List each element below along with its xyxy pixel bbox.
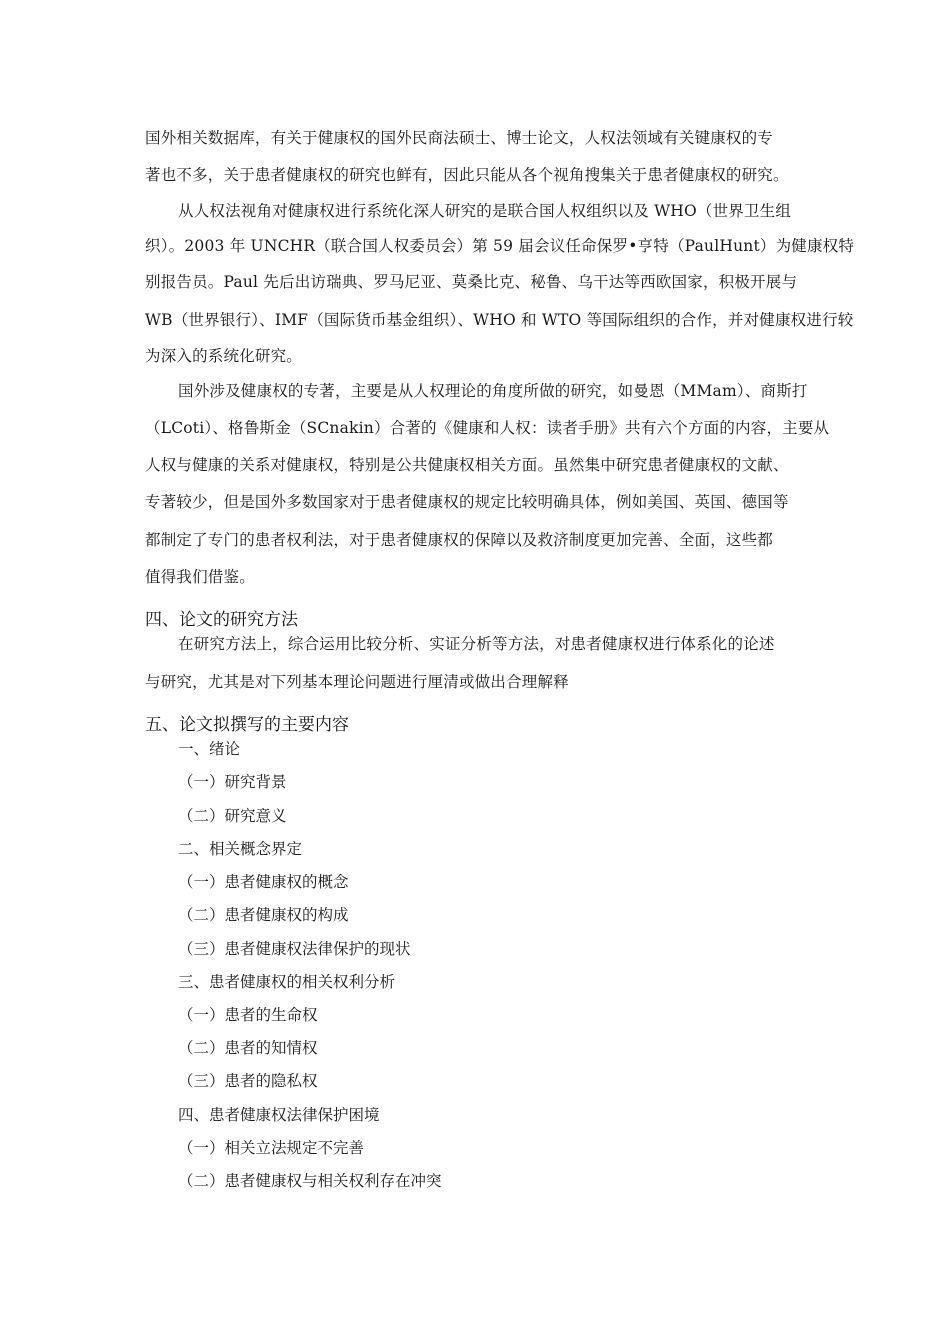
- outline-item: （一）患者健康权的概念: [178, 873, 349, 891]
- outline-item: （一）相关立法规定不完善: [178, 1139, 365, 1157]
- outline-item: （一）患者的生命权: [178, 1006, 318, 1024]
- outline-item: （三）患者健康权法律保护的现状: [178, 940, 411, 958]
- section-heading-contents: 五、论文拟撰写的主要内容: [145, 715, 349, 735]
- paragraph-line: 别报告员。Paul 先后出访瑞典、罗马尼亚、莫桑比克、秘鲁、乌干达等西欧国家，积极开展与: [145, 273, 798, 291]
- paragraph-line: 都制定了专门的患者权利法，对于患者健康权的保障以及救济制度更加完善、全面，这些都: [145, 531, 774, 549]
- outline-item: （二）患者的知情权: [178, 1039, 318, 1057]
- outline-item: 四、患者健康权法律保护困境: [178, 1106, 380, 1124]
- outline-item: 一、绪论: [178, 740, 241, 758]
- outline-item: （一）研究背景: [178, 773, 287, 791]
- outline-item: 二、相关概念界定: [178, 840, 303, 858]
- paragraph-line: 著也不多，关于患者健康权的研究也鲜有，因此只能从各个视角搜集关于患者健康权的研究。: [145, 166, 789, 184]
- paragraph-line: 在研究方法上，综合运用比较分析、实证分析等方法，对患者健康权进行体系化的论述: [178, 635, 775, 653]
- paragraph-line: 专著较少，但是国外多数国家对于患者健康权的规定比较明确具体，例如美国、英国、德国等: [145, 493, 789, 511]
- section-heading-methods: 四、论文的研究方法: [145, 610, 298, 630]
- outline-item: （二）研究意义: [178, 807, 287, 825]
- paragraph-line: 织）。2003 年 UNCHR（联合国人权委员会）第 59 届会议任命保罗•亨特（PaulHunt）为健康权特: [145, 237, 855, 255]
- outline-item: （二）患者健康权与相关权利存在冲突: [178, 1172, 442, 1190]
- paragraph-line: 国外涉及健康权的专著，主要是从人权理论的角度所做的研究，如曼恩（MMam）、商斯打: [178, 382, 808, 400]
- paragraph-line: 从人权法视角对健康权进行系统化深人研究的是联合国人权组织以及 WHO（世界卫生组: [178, 202, 792, 220]
- outline-item: 三、患者健康权的相关权利分析: [178, 973, 396, 991]
- outline-item: （三）患者的隐私权: [178, 1072, 318, 1090]
- paragraph-line: 为深入的系统化研究。: [145, 347, 303, 365]
- outline-item: （二）患者健康权的构成: [178, 906, 349, 924]
- paragraph-line: （LCoti）、格鲁斯金（SCnakin）合著的《健康和人权：读者手册》共有六个方面的内容，主要从: [145, 419, 830, 437]
- paragraph-line: 人权与健康的关系对健康权，特别是公共健康权相关方面。虽然集中研究患者健康权的文献、: [145, 456, 789, 474]
- paragraph-line: 与研究，尤其是对下列基本理论问题进行厘清或做出合理解释: [145, 673, 569, 691]
- paragraph-line: 国外相关数据库，有关于健康权的国外民商法硕士、博士论文，人权法领域有关键康权的专: [145, 129, 774, 147]
- paragraph-line: 值得我们借鉴。: [145, 568, 255, 586]
- paragraph-line: WB（世界银行）、IMF（国际货币基金组织）、WHO 和 WTO 等国际组织的合作，并对健康权进行较: [145, 311, 854, 329]
